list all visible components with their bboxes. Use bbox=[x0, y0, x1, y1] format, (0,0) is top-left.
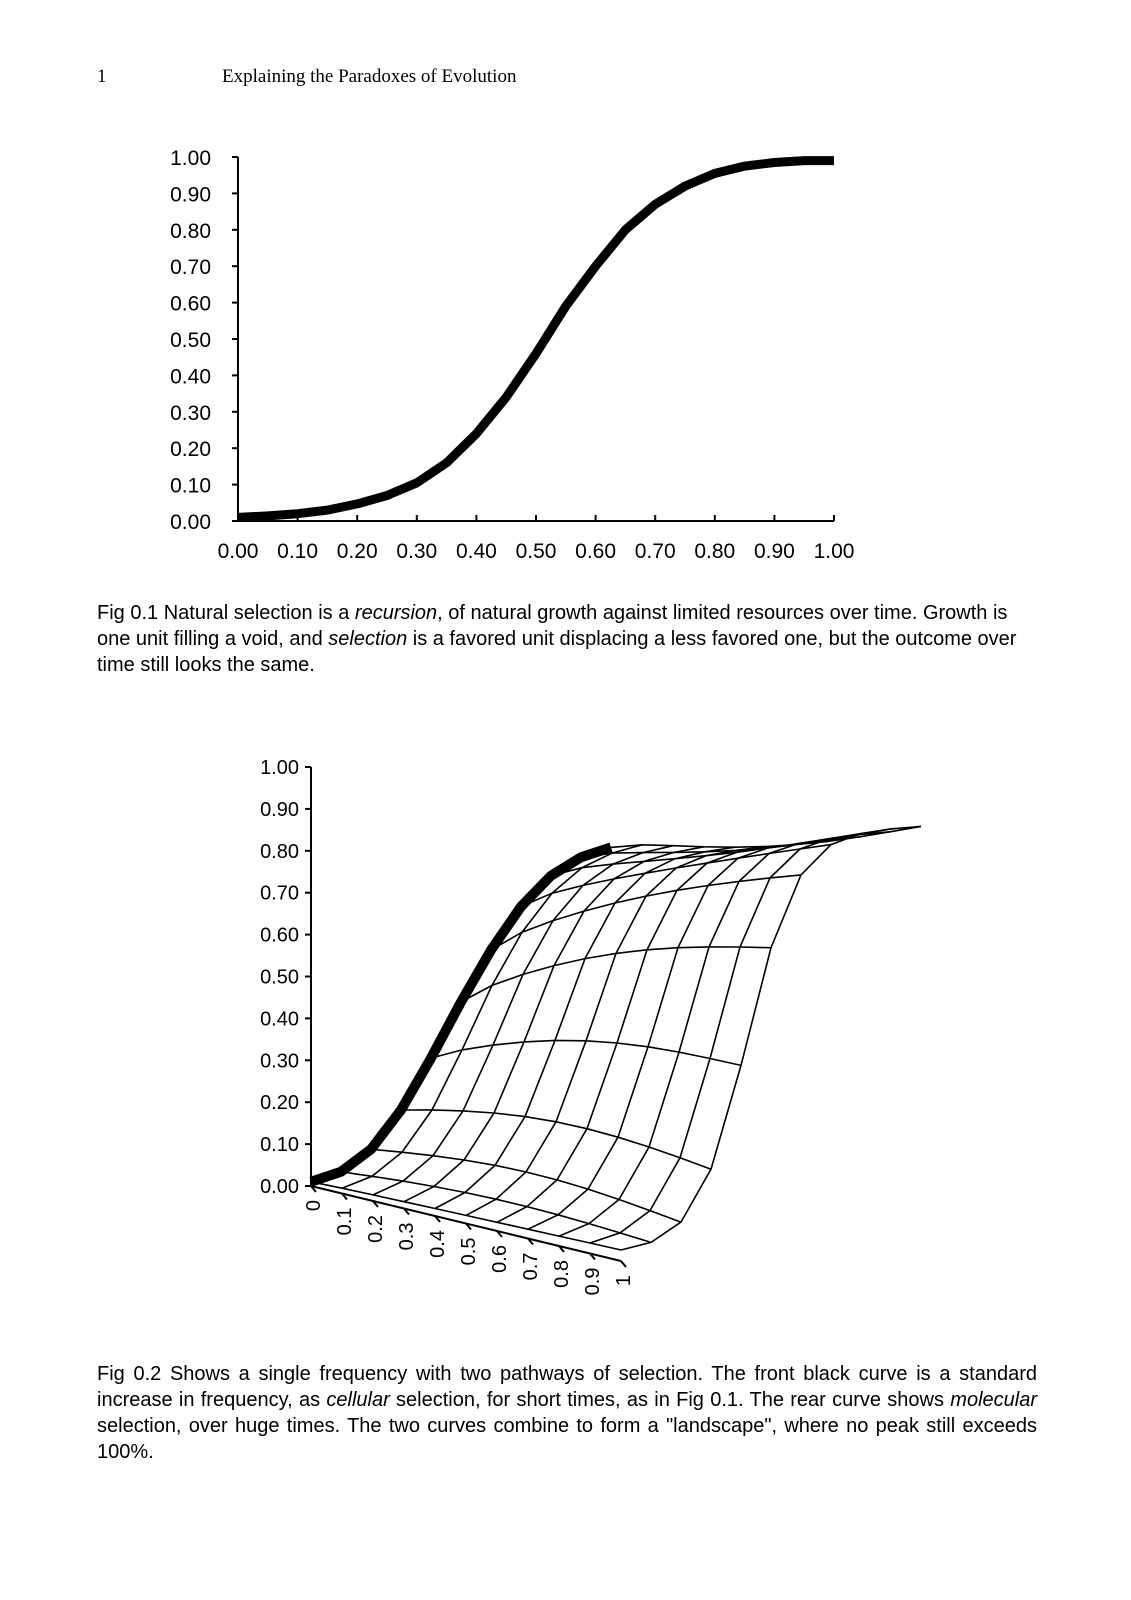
caption-text: Fig 0.2 Shows a single frequency with two pathways of selection. The front black curve is a standard increase in frequency, as bbox=[97, 1363, 1037, 1411]
fig2-z-tick-label: 0.70 bbox=[260, 882, 299, 905]
fig2-mesh-line bbox=[611, 826, 921, 847]
fig1-y-tick-label: 0.90 bbox=[170, 183, 211, 207]
fig1-y-tick-label: 0.10 bbox=[170, 474, 211, 498]
fig1-x-tick-label: 1.00 bbox=[813, 540, 855, 563]
figure-2-caption bbox=[97, 1361, 1037, 1465]
fig2-x-tick-label: 1 bbox=[613, 1275, 635, 1287]
fig1-y-tick-label: 0.00 bbox=[170, 511, 211, 534]
fig2-x-tick-label: 0.7 bbox=[520, 1252, 542, 1281]
fig1-y-tick-label: 0.70 bbox=[170, 256, 211, 280]
fig2-z-tick-label: 0.00 bbox=[260, 1176, 299, 1198]
fig2-mesh-line bbox=[559, 837, 859, 1236]
page-number: 1 bbox=[97, 66, 107, 87]
fig1-y-tick-label: 0.30 bbox=[170, 401, 211, 425]
fig2-z-tick-label: 0.80 bbox=[260, 840, 299, 863]
fig2-front-curve bbox=[311, 847, 611, 1181]
caption-text: Fig 0.1 Natural selection is a bbox=[97, 602, 355, 624]
fig2-x-tick-label: 0 bbox=[303, 1200, 325, 1212]
fig2-mesh-line bbox=[401, 1110, 711, 1169]
fig1-x-tick-label: 0.80 bbox=[694, 540, 736, 563]
fig1-x-tick-label: 0.50 bbox=[515, 540, 557, 563]
fig2-mesh-line bbox=[621, 826, 921, 1250]
fig1-x-tick-label: 0.20 bbox=[336, 540, 378, 563]
fig2-x-ticks bbox=[303, 1186, 635, 1295]
fig2-mesh-line bbox=[528, 841, 828, 1229]
fig1-y-tick-label: 0.50 bbox=[170, 329, 211, 352]
fig1-x-tick-label: 0.90 bbox=[753, 540, 795, 563]
fig2-x-tick-label: 0.2 bbox=[365, 1215, 387, 1243]
fig2-mesh-line bbox=[311, 847, 611, 1181]
fig2-x-tick-mark bbox=[621, 1261, 626, 1267]
fig2-x-tick-label: 0.9 bbox=[582, 1267, 604, 1296]
fig2-surface-mesh bbox=[311, 826, 921, 1250]
fig2-z-tick-label: 0.60 bbox=[260, 924, 299, 947]
caption-text: , of natural growth against limited resources over time. Growth is one unit filling a void, and bbox=[97, 602, 1008, 650]
fig1-y-tick-label: 0.80 bbox=[170, 219, 211, 243]
fig2-z-tick-label: 0.20 bbox=[260, 1092, 299, 1115]
fig1-x-tick-label: 0.40 bbox=[455, 540, 497, 563]
fig2-mesh-line bbox=[521, 845, 831, 907]
caption-emphasis: selection bbox=[328, 628, 408, 650]
fig2-x-tick-label: 0.3 bbox=[396, 1222, 418, 1251]
fig1-y-tick-label: 1.00 bbox=[170, 147, 211, 170]
caption-emphasis: cellular bbox=[326, 1389, 390, 1411]
caption-text: is a favored unit displacing a less favored one, but the outcome over time still looks the same. bbox=[97, 628, 1017, 676]
fig2-x-tick-label: 0.5 bbox=[458, 1237, 480, 1266]
caption-text: selection, over huge times. The two curves combine to form a "landscape", where no peak still exceeds 100%. bbox=[97, 1415, 1037, 1463]
caption-text: selection, for short times, as in Fig 0.1. The rear curve shows bbox=[389, 1389, 951, 1411]
fig2-axes bbox=[311, 767, 621, 1261]
fig1-x-tick-label: 0.10 bbox=[277, 540, 319, 563]
fig2-z-tick-label: 0.10 bbox=[260, 1134, 299, 1157]
fig1-x-tick-label: 0.60 bbox=[575, 540, 617, 563]
caption-emphasis: recursion bbox=[354, 602, 438, 624]
caption-emphasis: molecular bbox=[950, 1389, 1037, 1411]
fig2-z-tick-label: 0.30 bbox=[260, 1050, 299, 1073]
fig2-z-tick-label: 0.40 bbox=[260, 1008, 299, 1031]
fig2-mesh-line bbox=[341, 1172, 651, 1243]
fig2-z-ticks bbox=[260, 757, 311, 1198]
fig1-x-tick-label: 0.30 bbox=[396, 540, 438, 563]
fig2-x-tick-label: 0.6 bbox=[489, 1245, 511, 1273]
fig2-x-tick-label: 0.8 bbox=[551, 1260, 573, 1288]
fig1-x-tick-label: 0.00 bbox=[217, 540, 259, 563]
fig2-mesh-line bbox=[431, 1040, 741, 1065]
fig2-z-tick-label: 0.90 bbox=[260, 798, 299, 821]
fig2-z-tick-label: 1.00 bbox=[260, 757, 299, 779]
fig2-x-tick-label: 0.4 bbox=[427, 1230, 449, 1258]
fig1-y-tick-label: 0.60 bbox=[170, 292, 211, 316]
fig2-mesh-line bbox=[497, 845, 797, 1223]
running-title: Explaining the Paradoxes of Evolution bbox=[222, 66, 517, 87]
fig2-mesh-line bbox=[435, 847, 735, 1208]
fig2-mesh-line bbox=[590, 832, 890, 1243]
fig1-x-tick-label: 0.70 bbox=[634, 540, 676, 563]
fig1-y-tick-label: 0.40 bbox=[170, 365, 211, 389]
fig2-z-tick-label: 0.50 bbox=[260, 966, 299, 989]
fig2-x-tick-label: 0.1 bbox=[334, 1207, 356, 1236]
fig1-y-tick-label: 0.20 bbox=[170, 438, 211, 462]
